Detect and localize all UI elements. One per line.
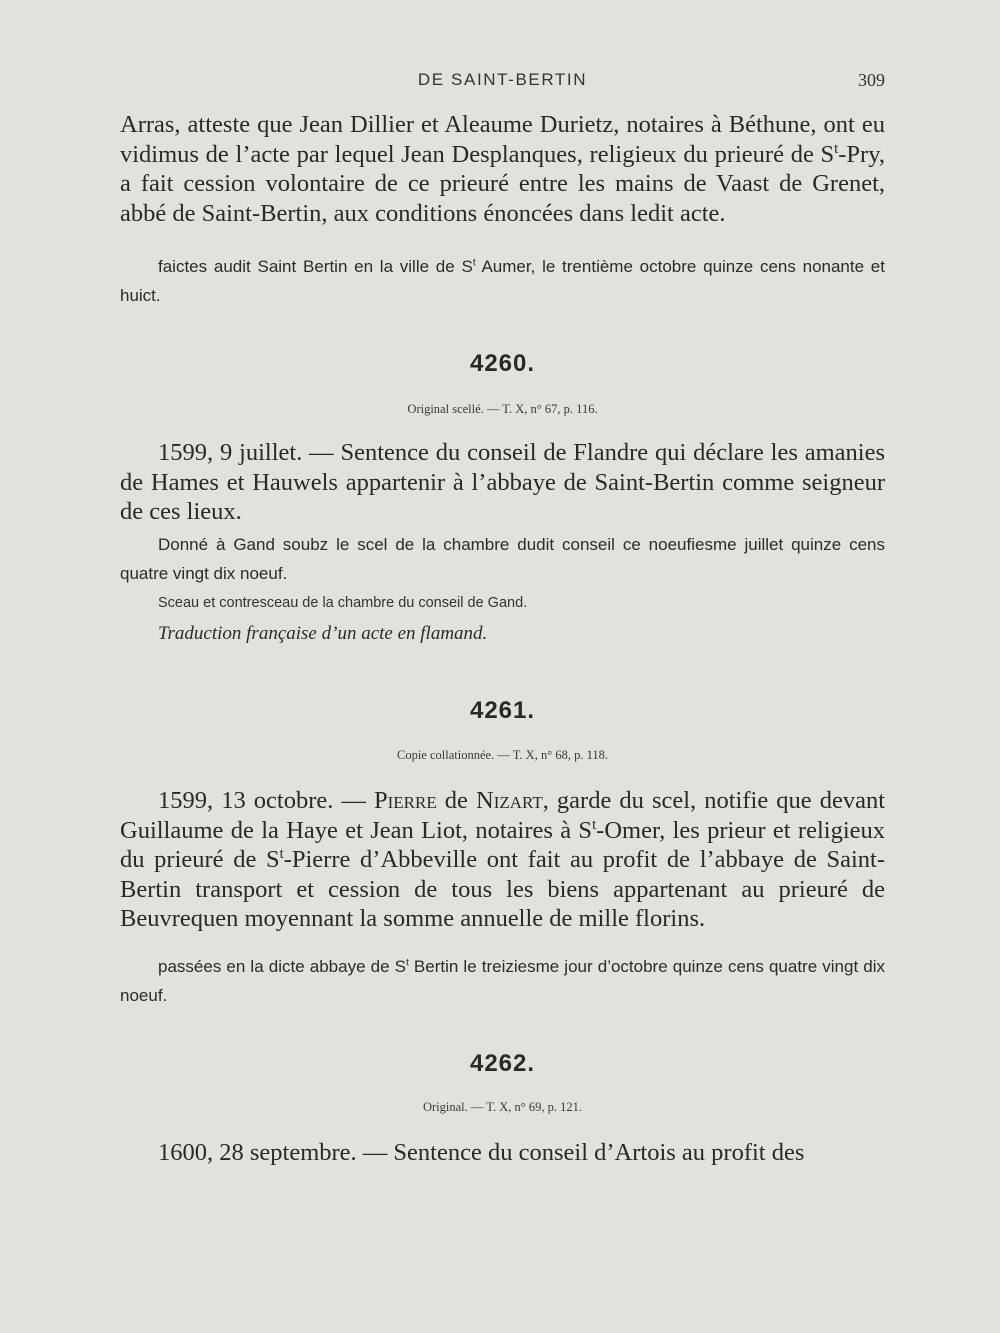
person-name: Nizart xyxy=(476,787,543,814)
entry-source-4260: Original scellé. — T. X, n° 67, p. 116. xyxy=(407,402,598,416)
entry-note-italic-4260: Traduction française d’un acte en flamand. xyxy=(158,623,488,644)
entry-summary-4261: 1599, 13 octobre. — Pierre de Nizart, garde du scel, notifie que devant Guillaume de la Haye et Jean Liot, notaires à $S^t$-Omer, les prieur et religieux du prieuré de $S^t$-Pierre d’Abbeville ont fait au profit de l’abbaye de Saint-Bertin transport et cession de tous les biens appartenant au prieuré de Beuvrequen moyennant la somme annuelle de mille florins. xyxy=(120,787,886,932)
continuation-quote: faictes audit Saint Bertin en la ville de $S^t$ Aumer, le trentième octobre quinze cens nonante et huict. xyxy=(120,257,885,305)
running-title: DE SAINT-BERTIN xyxy=(417,70,588,89)
page-number: 309 xyxy=(858,70,885,90)
entry-number-4261: 4261. xyxy=(469,697,536,724)
entry-number-4262: 4262. xyxy=(469,1050,536,1077)
entry-summary-4262: 1600, 28 septembre. — Sentence du conseil d’Artois au profit des xyxy=(158,1139,805,1166)
entry-summary-4260: 1599, 9 juillet. — Sentence du conseil de Flandre qui déclare les amanies de Hames et Hauwels appartenir à l’abbaye de Saint-Bertin comme seigneur de ces lieux. xyxy=(120,439,885,525)
entry-source-4261: Copie collationnée. — T. X, n° 68, p. 118. xyxy=(397,748,608,762)
continuation-paragraph: Arras, atteste que Jean Dillier et Aleaume Durietz, notaires à Béthune, ont eu vidimus de l’acte par lequel Jean Desplanques, religieux du prieuré de $S^t$-Pry, a fait cession volontaire de ce prieuré entre les mains de Vaast de Grenet, abbé de Saint-Bertin, aux conditions énoncées dans ledit acte. xyxy=(120,111,885,227)
person-name: Pierre xyxy=(374,787,437,814)
entry-quote-4261: passées en la dicte abbaye de $S^t$ Bertin le treiziesme jour d’octobre quinze cens quatre vingt dix noeuf. xyxy=(120,957,885,1005)
entry-source-4262: Original. — T. X, n° 69, p. 121. xyxy=(422,1100,583,1114)
entry-quote-4260: Donné à Gand soubz le scel de la chambre dudit conseil ce noeufiesme juillet quinze cens quatre vingt dix noeuf. xyxy=(120,535,885,583)
entry-number-4260: 4260. xyxy=(469,350,536,377)
running-head xyxy=(120,70,885,96)
entry-note-4260: Sceau et contresceau de la chambre du conseil de Gand. xyxy=(158,595,528,611)
